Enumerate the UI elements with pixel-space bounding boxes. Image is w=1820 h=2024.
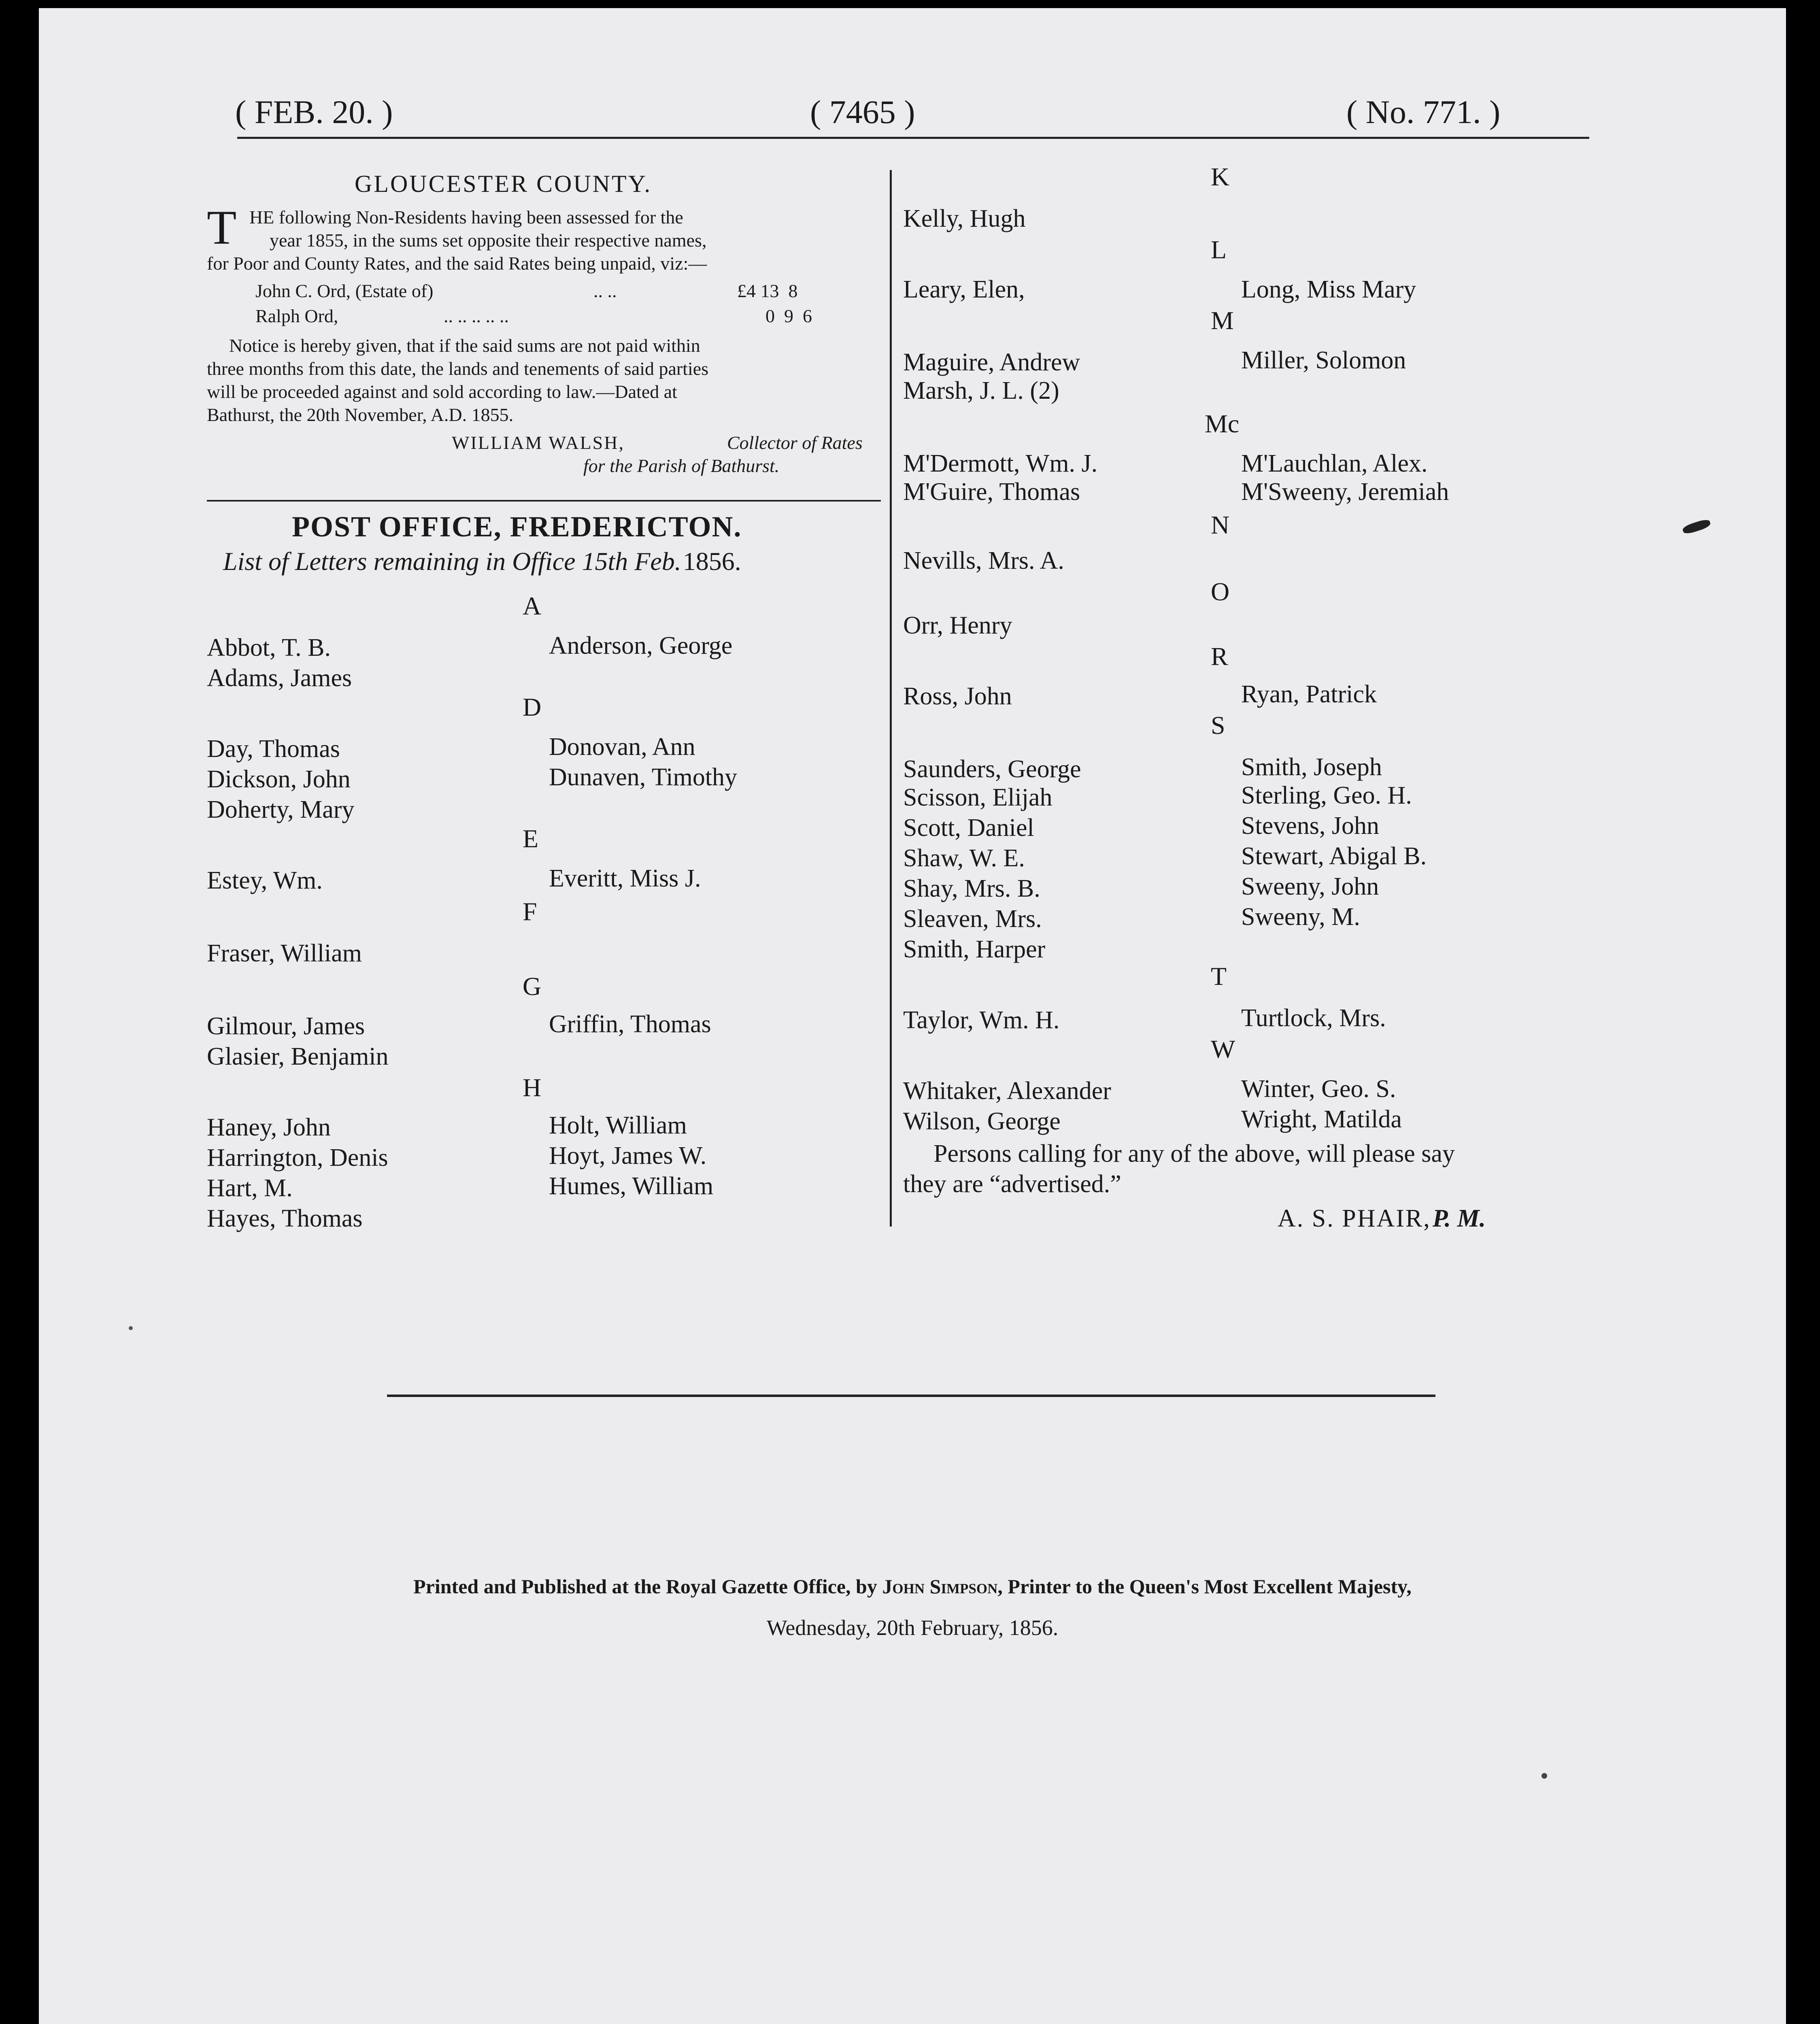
- section-letter-mc: Mc: [1205, 409, 1240, 438]
- list-item: Sleaven, Mrs.: [903, 905, 1042, 933]
- list-item: Wilson, George: [903, 1108, 1061, 1135]
- section-letter-r: R: [1211, 642, 1228, 671]
- list-item: Anderson, George: [549, 632, 733, 659]
- list-item: Doherty, Mary: [207, 796, 355, 823]
- list-item: Stewart, Abigal B.: [1241, 842, 1427, 870]
- list-item: Smith, Harper: [903, 935, 1046, 963]
- post-office-signature: [1278, 1204, 1486, 1233]
- list-item: Harrington, Denis: [207, 1144, 388, 1171]
- closing-line2: they are “advertised.”: [903, 1170, 1121, 1198]
- list-item: Kelly, Hugh: [903, 205, 1026, 232]
- list-item: Holt, William: [549, 1112, 687, 1139]
- gloucester-notice-line1: Notice is hereby given, that if the said sums are not paid within: [229, 335, 700, 356]
- signature-name: A. S. PHAIR,: [1278, 1205, 1431, 1232]
- list-item: Long, Miss Mary: [1241, 276, 1416, 303]
- section-letter-o: O: [1211, 577, 1230, 606]
- list-item: Dickson, John: [207, 765, 351, 793]
- list-item: Shay, Mrs. B.: [903, 875, 1040, 902]
- list-item: Saunders, George: [903, 755, 1081, 783]
- ink-speck: [129, 1326, 133, 1330]
- list-item: Wright, Matilda: [1241, 1106, 1402, 1133]
- list-item: Miller, Solomon: [1241, 347, 1406, 374]
- gloucester-intro-line1: HE following Non-Residents having been assessed for the: [249, 207, 683, 227]
- imprint-line1: [39, 1575, 1786, 1598]
- section-letter-g: G: [523, 972, 542, 1001]
- bottom-rule: [387, 1395, 1435, 1397]
- section-rule: [207, 500, 881, 502]
- list-item: Estey, Wm.: [207, 867, 323, 894]
- list-item: Ross, John: [903, 682, 1012, 710]
- gloucester-entry-dots: .. ..: [593, 281, 617, 301]
- list-item: Winter, Geo. S.: [1241, 1075, 1396, 1103]
- ink-speck: [1541, 1773, 1547, 1779]
- imprint-printer: John Simpson: [882, 1575, 998, 1598]
- section-letter-w: W: [1211, 1035, 1235, 1063]
- gloucester-signature-name: WILLIAM WALSH,: [452, 432, 625, 453]
- list-item: Sweeny, John: [1241, 873, 1379, 900]
- section-letter-n: N: [1211, 510, 1230, 539]
- imprint-post: , Printer to the Queen's Most Excellent Majesty,: [997, 1575, 1412, 1598]
- header-date: ( FEB. 20. ): [235, 94, 393, 130]
- section-letter-a: A: [523, 591, 542, 620]
- gloucester-entry-amount: 0 9 6: [765, 306, 812, 326]
- list-item: Maguire, Andrew: [903, 349, 1080, 376]
- section-letter-l: L: [1211, 235, 1227, 264]
- list-item: Day, Thomas: [207, 735, 340, 763]
- closing-line1: Persons calling for any of the above, will please say: [933, 1140, 1455, 1167]
- list-item: Donovan, Ann: [549, 733, 695, 761]
- imprint-line2: Wednesday, 20th February, 1856.: [766, 1616, 1059, 1640]
- list-item: Gilmour, James: [207, 1012, 365, 1040]
- list-item: M'Guire, Thomas: [903, 478, 1080, 506]
- list-item: Taylor, Wm. H.: [903, 1006, 1060, 1034]
- ink-speck: [1682, 518, 1711, 536]
- list-item: Leary, Elen,: [903, 276, 1025, 303]
- column-divider: [890, 170, 892, 1227]
- gloucester-entry-name: Ralph Ord,: [255, 306, 338, 326]
- section-letter-m: M: [1211, 306, 1234, 335]
- list-item: Sterling, Geo. H.: [1241, 782, 1412, 809]
- list-item: Adams, James: [207, 664, 352, 692]
- list-item: Haney, John: [207, 1114, 331, 1141]
- gloucester-notice-line2: three months from this date, the lands and tenements of said parties: [207, 358, 709, 379]
- list-item: Fraser, William: [207, 940, 362, 967]
- section-letter-f: F: [523, 897, 537, 926]
- list-item: Stevens, John: [1241, 812, 1379, 840]
- section-letter-d: D: [523, 693, 542, 721]
- header-issue: ( No. 771. ): [1346, 94, 1501, 130]
- gloucester-entry-amount: £4 13 8: [737, 281, 798, 301]
- list-item: Ryan, Patrick: [1241, 680, 1377, 708]
- header-page-number: ( 7465 ): [810, 94, 915, 130]
- gloucester-notice-line4: Bathurst, the 20th November, A.D. 1855.: [207, 404, 514, 425]
- header-rule: [237, 137, 1589, 139]
- gloucester-signature-role1: Collector of Rates: [727, 432, 863, 453]
- section-letter-h: H: [523, 1073, 542, 1102]
- gloucester-entry-dots: .. .. .. .. ..: [444, 306, 509, 326]
- list-item: Abbot, T. B.: [207, 634, 331, 661]
- list-item: Shaw, W. E.: [903, 844, 1025, 872]
- gloucester-intro-line3: for Poor and County Rates, and the said Rates being unpaid, viz:—: [207, 253, 707, 274]
- list-item: Orr, Henry: [903, 612, 1012, 639]
- section-letter-e: E: [523, 824, 539, 853]
- signature-title: P. M.: [1432, 1205, 1486, 1232]
- gloucester-entry-name: John C. Ord, (Estate of): [255, 281, 434, 301]
- gloucester-intro-line2: year 1855, in the sums set opposite their respective names,: [270, 230, 707, 251]
- list-item: Everitt, Miss J.: [549, 865, 701, 892]
- post-office-subtitle: [223, 546, 741, 576]
- list-item: Scisson, Elijah: [903, 784, 1052, 811]
- list-item: Nevills, Mrs. A.: [903, 547, 1064, 574]
- gloucester-notice-line3: will be proceeded against and sold according to law.—Dated at: [207, 381, 677, 402]
- list-item: Turtlock, Mrs.: [1241, 1004, 1386, 1032]
- gloucester-title: GLOUCESTER COUNTY.: [355, 170, 652, 197]
- list-item: Hayes, Thomas: [207, 1205, 363, 1232]
- gazette-page: [39, 8, 1786, 2024]
- list-item: M'Lauchlan, Alex.: [1241, 450, 1428, 477]
- imprint-pre: Printed and Published at the Royal Gazette Office, by: [413, 1575, 877, 1598]
- list-item: Scott, Daniel: [903, 814, 1034, 842]
- post-office-subtitle-text: List of Letters remaining in Office 15th Feb.: [223, 547, 681, 576]
- section-letter-k: K: [1211, 162, 1230, 191]
- gloucester-signature-role2: for the Parish of Bathurst.: [583, 455, 780, 476]
- list-item: Dunaven, Timothy: [549, 763, 738, 791]
- section-letter-t: T: [1211, 962, 1227, 991]
- gloucester-dropcap: T: [207, 200, 237, 254]
- post-office-title: POST OFFICE, FREDERICTON.: [292, 510, 742, 543]
- list-item: Humes, William: [549, 1172, 714, 1200]
- section-letter-s: S: [1211, 711, 1225, 740]
- list-item: Smith, Joseph: [1241, 753, 1382, 781]
- list-item: Sweeny, M.: [1241, 903, 1360, 931]
- list-item: M'Dermott, Wm. J.: [903, 450, 1098, 477]
- list-item: Griffin, Thomas: [549, 1010, 711, 1038]
- list-item: Hart, M.: [207, 1174, 293, 1202]
- list-item: Whitaker, Alexander: [903, 1077, 1111, 1105]
- list-item: Glasier, Benjamin: [207, 1043, 389, 1070]
- list-item: Marsh, J. L. (2): [903, 377, 1059, 404]
- list-item: Hoyt, James W.: [549, 1142, 707, 1169]
- post-office-subtitle-year: 1856.: [682, 547, 741, 576]
- list-item: M'Sweeny, Jeremiah: [1241, 478, 1449, 506]
